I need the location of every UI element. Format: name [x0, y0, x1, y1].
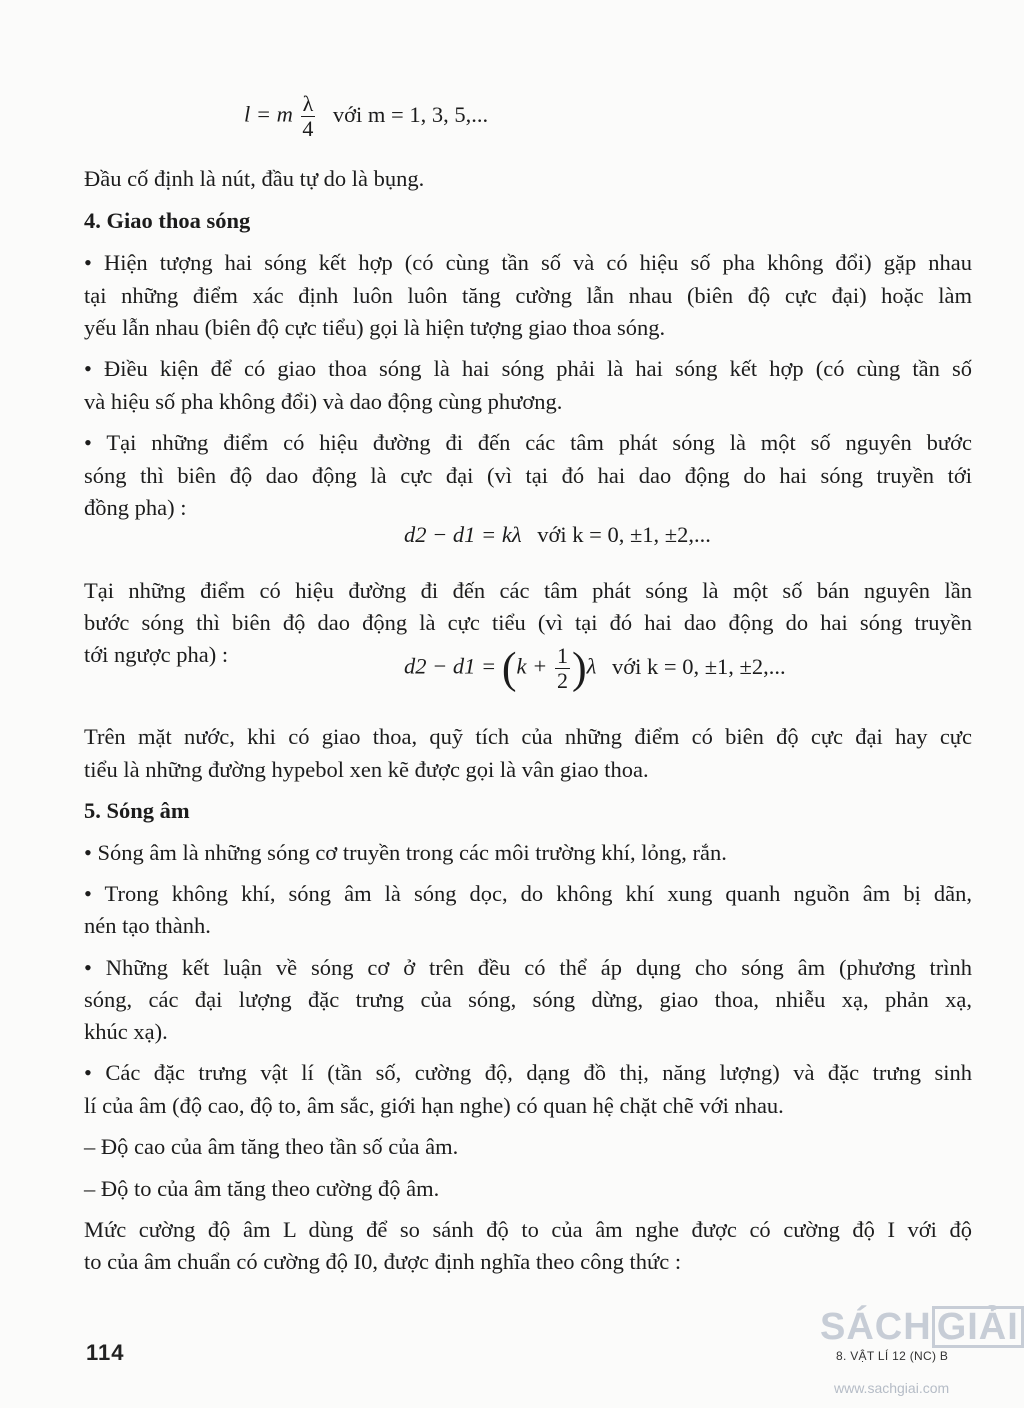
paragraph-minima-line1: Tại những điểm có hiệu đường đi đến các tâm phát sóng là một số bán nguyên lần — [84, 578, 972, 603]
formula-minima-lambda: λ — [586, 653, 597, 679]
paragraph-sound-level-line2: to của âm chuẩn có cường độ I0, được định nghĩa theo công thức : — [84, 1249, 682, 1274]
bullet-interference-condition-line1: • Điều kiện để có giao thoa sóng là hai sóng phải là hai sóng kết hợp (có cùng tần số — [84, 356, 972, 381]
paragraph-hyperbola-line2: tiểu là những đường hypebol xen kẽ được gọi là vân giao thoa. — [84, 757, 649, 782]
right-paren: ) — [571, 643, 587, 693]
left-paren: ( — [501, 643, 517, 693]
formula-minima-lhs: d2 − d1 = — [404, 653, 497, 679]
bullet-sound-conclusions-line1: • Những kết luận về sóng cơ ở trên đều có thể áp dụng cho sóng âm (phương trình — [84, 955, 972, 980]
book-label: 8. VẬT LÍ 12 (NC) B — [836, 1349, 949, 1363]
formula-minima-condition: với k = 0, ±1, ±2,... — [611, 653, 786, 679]
watermark-logo — [820, 1306, 1024, 1349]
heading-interference: 4. Giao thoa sóng — [84, 208, 251, 233]
formula-minima — [404, 644, 786, 693]
dash-loudness-intensity: – Độ to của âm tăng theo cường độ âm. — [84, 1176, 440, 1201]
paragraph-minima-line3: tới ngược pha) : — [84, 642, 229, 667]
watermark-url: www.sachgiai.com — [834, 1380, 950, 1396]
paragraph-end-conditions: Đầu cố định là nút, đầu tự do là bụng. — [84, 166, 425, 191]
bullet-sound-media: • Sóng âm là những sóng cơ truyền trong các môi trường khí, lỏng, rắn. — [84, 840, 727, 865]
heading-sound-waves: 5. Sóng âm — [84, 798, 190, 823]
formula-maxima-condition: với k = 0, ±1, ±2,... — [537, 522, 711, 547]
formula-lhs: l = m — [244, 101, 293, 127]
paragraph-minima-line2: bước sóng thì biên độ dao động là cực tiểu (vì tại đó hai dao động do hai sóng truyền — [84, 610, 972, 635]
watermark-logo-box: GIẢI — [932, 1306, 1024, 1348]
formula-maxima-expr: d2 − d1 = kλ — [404, 522, 522, 547]
dash-pitch-frequency: – Độ cao của âm tăng theo tần số của âm. — [84, 1134, 459, 1159]
bullet-maxima-line3: đồng pha) : — [84, 495, 187, 520]
bullet-sound-longitudinal-line1: • Trong không khí, sóng âm là sóng dọc, do không khí xung quanh nguồn âm bị dãn, — [84, 881, 972, 906]
bullet-sound-characteristics-line2: lí của âm (độ cao, độ to, âm sắc, giới hạn nghe) có quan hệ chặt chẽ với nhau. — [84, 1093, 784, 1118]
bullet-interference-definition-line2: tại những điểm xác định luôn luôn tăng cường lẫn nhau (biên độ cực đại) hoặc làm — [84, 283, 972, 308]
formula-condition: với m = 1, 3, 5,... — [332, 101, 489, 127]
bullet-sound-longitudinal-line2: nén tạo thành. — [84, 913, 211, 938]
paragraph-sound-level-line1: Mức cường độ âm L dùng để so sánh độ to của âm nghe được có cường độ I với độ — [84, 1217, 972, 1242]
bullet-sound-characteristics-line1: • Các đặc trưng vật lí (tần số, cường độ, dạng đồ thị, năng lượng) và đặc trưng sinh — [84, 1060, 972, 1085]
formula-maxima — [404, 522, 711, 548]
bullet-sound-conclusions-line2: sóng, các đại lượng đặc trưng của sóng, sóng dừng, giao thoa, nhiễu xạ, phản xạ, — [84, 987, 972, 1012]
bullet-interference-definition-line1: • Hiện tượng hai sóng kết hợp (có cùng tần số và có hiệu số pha không đổi) gặp nhau — [84, 250, 972, 275]
bullet-maxima-line2: sóng thì biên độ dao động là cực đại (vì tại đó hai dao động do hai sóng truyền tới — [84, 463, 972, 488]
bullet-maxima-line1: • Tại những điểm có hiệu đường đi đến các tâm phát sóng là một số nguyên bước — [84, 430, 972, 455]
bullet-interference-condition-line2: và hiệu số pha không đổi) và dao động cùng phương. — [84, 389, 563, 414]
fraction-one-half: $\frac{1}{2}$ — [556, 643, 568, 693]
formula-minima-kplus: k + — [516, 653, 548, 679]
formula-standing-wave-free-end — [244, 92, 488, 141]
fraction-lambda-over-4: $\frac{\lambda}{4}$ — [302, 91, 314, 141]
watermark-logo-left: SÁCH — [820, 1306, 932, 1348]
page-number: 114 — [86, 1340, 125, 1365]
paragraph-hyperbola-line1: Trên mặt nước, khi có giao thoa, quỹ tích của những điểm có biên độ cực đại hay cực — [84, 724, 972, 749]
bullet-interference-definition-line3: yếu lẫn nhau (biên độ cực tiểu) gọi là hiện tượng giao thoa sóng. — [84, 315, 666, 340]
bullet-sound-conclusions-line3: khúc xạ). — [84, 1019, 168, 1044]
